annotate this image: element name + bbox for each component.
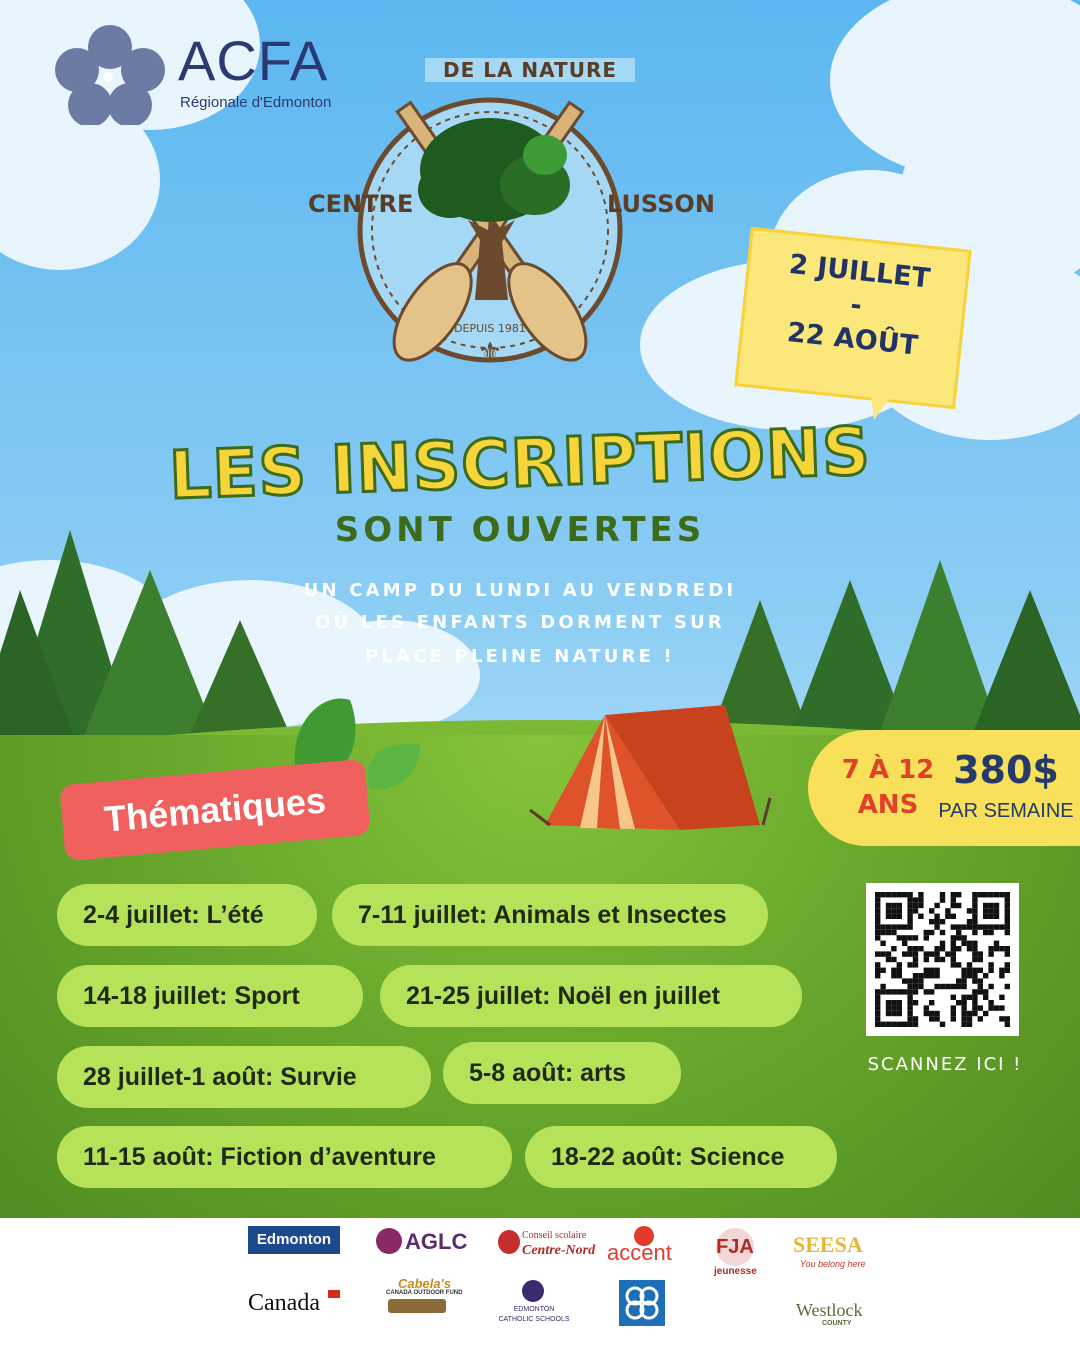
theme-item: 14-18 juillet: Sport (57, 965, 363, 1027)
cabelas-badge-icon (388, 1299, 446, 1313)
theme-item: 28 juillet-1 août: Survie (57, 1046, 431, 1108)
sponsor-seesa-sub: You belong here (800, 1259, 866, 1269)
price-period: PAR SEMAINE (938, 800, 1074, 822)
sponsor-westlock-sub: COUNTY (822, 1320, 852, 1327)
sponsor-csnc-line-2: Centre-Nord (522, 1243, 596, 1258)
qr-code-icon (866, 883, 1019, 1036)
aglc-icon (376, 1228, 402, 1254)
theme-item: 18-22 août: Science (525, 1126, 837, 1188)
headline-title: LES INSCRIPTIONS (168, 412, 872, 515)
qr-code[interactable] (866, 883, 1019, 1036)
theme-item: 11-15 août: Fiction d’aventure (57, 1126, 512, 1188)
ecs-icon (522, 1280, 544, 1302)
dates-text (751, 245, 961, 367)
qr-caption: SCANNEZ ICI ! (867, 1054, 1023, 1075)
sponsor-canada-logo: Canada (248, 1290, 320, 1316)
acfa-flower-icon (55, 25, 165, 125)
sponsor-fja-sub: jeunesse (714, 1266, 757, 1277)
camp-logo-badge (340, 70, 640, 380)
sponsor-rings-icon (619, 1280, 665, 1326)
age-line-1: 7 À 12 (841, 755, 935, 785)
sponsor-footer (0, 1218, 1080, 1350)
dates-start: 2 JUILLET (787, 248, 932, 295)
camp-logo-left-text: CENTRE (308, 190, 414, 218)
dates-end: 22 AOÛT (785, 317, 920, 362)
theme-item: 7-11 juillet: Animals et Insectes (332, 884, 768, 946)
apple-icon (498, 1230, 520, 1254)
camp-logo-since: DEPUIS 1981 (454, 322, 526, 335)
tagline-line-1: UN CAMP DU LUNDI AU VENDREDI (303, 580, 737, 601)
camp-logo-right-text: LUSSON (607, 190, 715, 218)
sponsor-cabelas-logo: Cabela's (398, 1276, 451, 1291)
sponsor-accent-logo: accent (607, 1240, 672, 1265)
headline-subtitle: SONT OUVERTES (334, 510, 706, 550)
price-amount: 380$ (953, 748, 1059, 792)
sponsor-westlock-logo: Westlock (796, 1300, 863, 1320)
fleur-de-lis-icon: ⚜ (477, 336, 503, 369)
sponsor-cabelas-sub: CANADA OUTDOOR FUND (386, 1290, 463, 1296)
sponsor-seesa-logo: SEESA (793, 1232, 863, 1257)
tagline-line-2: OÙ LES ENFANTS DORMENT SUR (315, 612, 725, 633)
acfa-brand-name: ACFA (178, 29, 329, 92)
theme-item: 21-25 juillet: Noël en juillet (380, 965, 802, 1027)
theme-item: 5-8 août: arts (443, 1042, 681, 1104)
age-line-2: ANS (857, 790, 919, 820)
sponsor-ecs-line-2: CATHOLIC SCHOOLS (498, 1316, 570, 1323)
themes-label: Thématiques (59, 759, 370, 861)
theme-item: 2-4 juillet: L’été (57, 884, 317, 946)
canada-flag-icon (328, 1290, 340, 1298)
sponsor-aglc-logo: AGLC (405, 1229, 468, 1254)
tagline-line-3: PLACE PLEINE NATURE ! (365, 646, 675, 667)
dates-separator: - (848, 289, 864, 322)
sponsor-ecs-line-1: EDMONTON (513, 1306, 555, 1313)
camp-logo-arc-text: DE LA NATURE (425, 58, 635, 82)
acfa-brand-subtitle: Régionale d'Edmonton (180, 94, 332, 111)
tent-illustration (525, 700, 775, 840)
sponsor-edmonton-logo: Edmonton (248, 1226, 340, 1254)
sponsor-csnc-line-1: Conseil scolaire (522, 1230, 587, 1241)
sponsor-fja-logo: FJA (716, 1228, 754, 1266)
